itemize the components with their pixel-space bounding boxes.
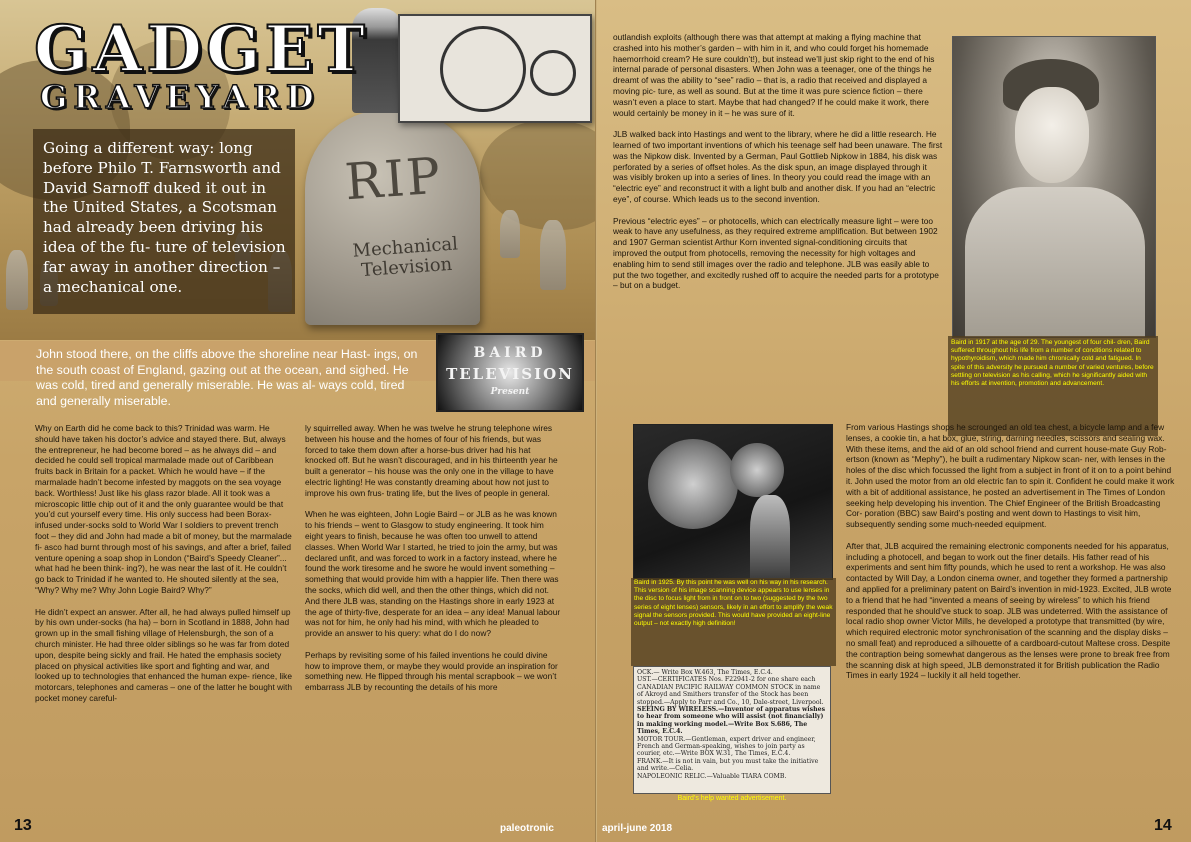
page-number: 14 <box>1154 817 1172 834</box>
tombstone-rip: RIP <box>343 146 444 212</box>
body-paragraph: JLB walked back into Hastings and went to the library, where he did a little research. He learned of two important inventions of which his teenage self had been unaware. The first was the Nipkow disk. Invented by a German, Paul Gottlieb Nipkow in 1884, his disk was perforated by a series of offset holes. As the disk spun, an image displayed through it was visibly broken up into a series of lines. In theory you could read the image with an “electric eye” and reconstruct it with a light bulb and another disk. If you had an “electric eye”, of course. Which leads us to the second invention. <box>613 129 943 204</box>
tombstone <box>305 110 480 325</box>
gravestone <box>500 210 520 258</box>
body-paragraph: outlandish exploits (although there was that attempt at making a flying machine that crashed into his mother’s garden – with him in it, and who could forget his homemade haemorrhoid cream? He sure couldn’t!), but instead we’ll just skip right to the end of his internal parade of personal disasters. When John was a teenager, one of the things he dreamt of was the ability to “see” radio – that is, a radio that received and displayed a moving pic- ture, as well as sound. But at the time it was pure science fiction – there wasn’t even a place to start. Maybe that had changed? If he could make it work, there would certainly be money in it – he was sure of it. <box>613 32 935 118</box>
baird-portrait-photo <box>952 36 1156 338</box>
baird-figure <box>750 495 790 579</box>
lab-caption: Baird in 1925. By this point he was well on his way in his research. This version of his image scanning device appears to use lenses in the disc to focus light from in front on to two (suggested by the two series of eight lenses) sensors, likely in an effort to amplify the weak signal the sensors provided. This would have provided an eight-line output – not exactly high definition! <box>634 579 833 628</box>
right-page <box>596 0 1191 842</box>
tree-silhouette <box>480 120 596 230</box>
body-paragraph: When he was eighteen, John Logie Baird – or JLB as he was known to his friends – went to Glasgow to study engineering. It took him eight years to finish, because he was often too unwell to attend classes. When World War I started, he tried to join the army, but was declared unfit, and was forced to work in a factory instead, where he found the work tiresome and he swore he would invent something – something that would provide him with a happier life. Then there was the socks, which did well, and then the other things, which did not. And there JLB was, standing on the Hastings shore in early 1923 at the age of thirty-five, desperate for an idea – any idea! Manual labour was not for him, he only had his mind, with which he pleaded to provide an answer to his query: what do I do now? <box>305 509 561 639</box>
body-paragraph: Previous “electric eyes” – or photocells, which can electrically measure light – were too weak to have any usefulness, as they required extreme amplification. But between 1902 and 1907 German scientist Arthur Korn invented signal-conditioning circuits that improved the output from photocells, removing the necessity for high voltages and enabling him to send still images over the radio and telephone. JLB was easily able to put the two together, and excitedly rushed off to acquire the needed parts for a prototype – but on a budget. <box>613 215 939 291</box>
television-apparatus-photo <box>398 14 592 123</box>
magazine-name: paleotronic <box>500 823 554 834</box>
clipping-line: UST.—CERTIFICATES Nos. F22941-2 for one share each CANADIAN PACIFIC RAILWAY COMMON STOCK in name of Akroyd and Smithers transfer of the Stock has been stopped.—Apply to Parr and Co., 10, Dale-street, Liverpool. <box>637 676 824 706</box>
tombstone-label: Mechanical Television <box>351 233 459 282</box>
clipping-line: OCK.— Write Box W.463, The Times, E.C.4. <box>637 669 773 676</box>
gravestone <box>6 250 28 310</box>
body-paragraph: ly squirrelled away. When he was twelve he strung telephone wires between his house and the homes of four of his friends, but was forced to take them down after a horse-bus driver had his hat knocked off. But he wasn’t discouraged, and in his thirteenth year he built a generator – his house was the only one in the village to have electric lighting! He was constantly dreaming about how not just to improve his own frus- trating life, but the lives of people in general. <box>305 423 558 498</box>
body-column-4 <box>846 422 1176 692</box>
issue-date: april-june 2018 <box>602 823 673 834</box>
page-title: GADGET <box>34 12 369 87</box>
portrait-face <box>1015 87 1089 183</box>
tv-card-line: Present <box>490 387 530 397</box>
lens-disk <box>730 443 784 497</box>
body-paragraph: After that, JLB acquired the remaining electronic components needed for his apparatus, including a photocell, and began to work out the finer details. His father read of his experiments and sent him fifty pounds, which he used to rent a workshop. He was also contacted by Will Day, a London cinema owner, and together they formed a partnership and applied for a preliminary patent on Baird’s invention in mid-1923. Excited, JLB wrote to a friend that he had “invented a means of seeing by wireless” to which his friend responded that he should’ve stuck to soap. JLB was undeterred. With the assistance of local radio shop owner Victor Mills, he developed a prototype that transmitted (by wire, which required electronic motor synchronisation of the scanning and the display disks – no small feat) and reproduced a silhouette of a cardboard-cutout Maltese cross. Despite the contraption being somewhat dangerous as the lenses were prone to break free from the scanning disk at high speed, JLB demonstrated it for British publication the Radio Times in early 1924 – luckily it all held together. <box>846 540 1172 681</box>
clipping-line: NAPOLEONIC RELIC.—Valuable TIARA COMB. <box>637 772 787 780</box>
baird-laboratory-photo <box>633 424 833 580</box>
body-column-3 <box>613 32 943 302</box>
page-number: 13 <box>14 817 32 834</box>
clipping-line: FRANK.—It is not in vain, but you must take the initiative and write.—Celia. <box>637 757 819 773</box>
clipping-caption: Baird’s help wanted advertisement. <box>677 795 787 802</box>
lede-paragraph: John stood there, on the cliffs above the shoreline near Hast- ings, on the south coast of England, gazing out at the ocean, and sighed. He was cold, tired and generally miserable. He was al- ways cold, tired and generally miserable. <box>36 347 418 408</box>
body-paragraph: Why on Earth did he come back to this? Trinidad was warm. He should have taken his doctor’s advice and stayed there. But, always the entrepreneur, he had become bored – as he always did – and decided he could sell tropical marmalade made out of Caribbean fruits back in Britain for a packet. Which he would have – if the marmalade hadn’t become infested by maggots on the sea voyage back. Worthless! Just like his glass razor blade. All it took was a microscopic little chip out of it and the only guarantee would be that you’d cut yourself every time. His only success had been Borax-infused under-socks sold to World War I soldiers to prevent trench foot – they did and John had made a bit of money, but the marmalade fi- asco had burnt through most of his savings, and after a brief, failed venture opening a soap shop in London (“Baird’s Speedy Cleaner”... what had he been think- ing?), he was near the last of it. He couldn’t go back to Trinidad if he wanted to. He shouted silently at the sea, “Why? Why me? Why John Logie Baird? Why?” <box>35 423 292 595</box>
tv-card-line: BAIRD <box>473 345 547 361</box>
gravestone <box>540 220 566 290</box>
portrait-caption: Baird in 1917 at the age of 29. The youngest of four chil- dren, Baird suffered throughout his life from a number of conditions related to hypothyroidism, which made him chronically cold and fatigued. In spite of this adversity he pursued a number of varied ventures, before settling on television as his calling, which he significantly aided with his efforts at invention, promotion and advancement. <box>951 339 1154 388</box>
tv-card-line: TELEVISION <box>446 365 574 383</box>
baird-television-title-card <box>436 333 584 412</box>
clipping-line: MOTOR TOUR.—Gentleman, expert driver and engineer, French and German-speaking, wishes to join party as courier, etc.—Write BOX W.31, The Times, E.C.4. <box>637 735 816 758</box>
body-paragraph: Perhaps by revisiting some of his failed inventions he could divine how to improve them, or maybe they would provide an inspiration for something new. He flipped through his mental scrapbook – we won’t embarrass JLB by recounting the details of his more <box>305 649 558 693</box>
portrait-coat <box>965 187 1145 337</box>
lens-disk <box>530 50 576 96</box>
body-paragraph: He didn’t expect an answer. After all, he had always pulled himself up by his own under-socks (ha ha) – born in Scotland in 1888, John had grown up in the small fishing village of Helensburgh, the son of a church minister. He had three older siblings so he was far from doted upon, despite being sickly and frail. He hated the emphasis society placed on physical activities like sport and fighting and war, and looked up to technologies that enhanced the human expe- rience, like motorcars, telephones and cameras – one of the latter he bought with pocket money careful- <box>35 606 292 703</box>
page-subtitle: GRAVEYARD <box>40 78 320 116</box>
scanning-disk <box>648 439 738 529</box>
body-column-2 <box>305 423 563 704</box>
nipkow-disk <box>440 26 526 112</box>
body-column-1 <box>35 423 292 715</box>
clipping-line: SEEING BY WIRELESS.—Inventor of apparatus wishes to hear from someone who will assist (not financially) in making working model.—Write Box S.686, The Times, E.C.4. <box>637 706 826 736</box>
body-paragraph: From various Hastings shops he scrounged an old tea chest, a bicycle lamp and a few lenses, a cookie tin, a hat box, glue, string, darning needles, scissors and sealing wax. With these items, and the aid of an old school friend and current house-mate Guy Rob- ertson (known as “Mephy”), he built a rudimentary Nipkow scan- ner, with lenses in the holes of the disc which focussed the light from a subject in front of it on to a point behind it. John used the motor from an old electric fan to spin it. Confident he could make it work with a bit of additional assistance, he posted an advertisement in The Times of London seeking help developing his invention. The Chief Engineer of the British Broadcasting Cor- poration (BBC) saw Baird’s posting and went down to Hastings to visit him, subsequently sending some much-needed equipment. <box>846 422 1175 530</box>
newspaper-clipping <box>633 666 831 794</box>
standfirst: Going a different way: long before Philo T. Farnsworth and David Sarnoff duked it out in the United States, a Scotsman had already been driving his idea of the fu- ture of television far away in another direction – a mechanical one. <box>33 129 295 314</box>
